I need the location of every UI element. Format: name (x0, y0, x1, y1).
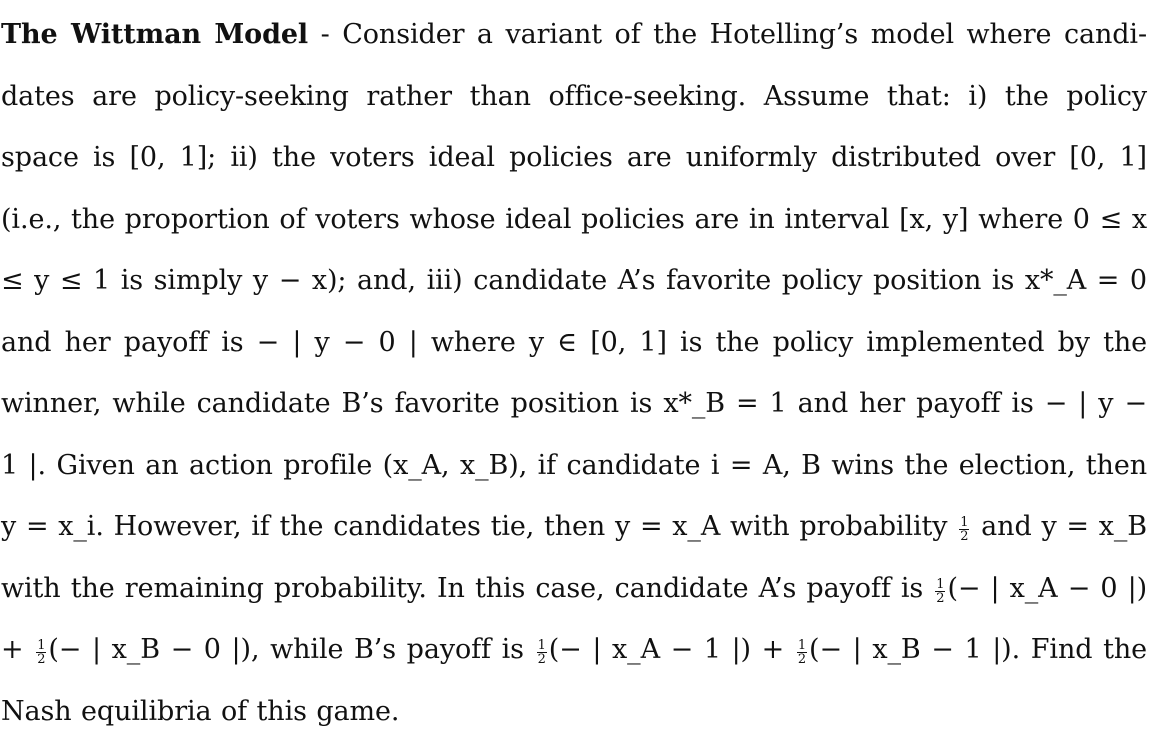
fraction-numerator: 1 (537, 638, 546, 654)
text-segment: (− | x_B − 1 |). Find the Nash equilibria of this game. (1, 634, 1147, 727)
fraction-one-half (537, 639, 547, 666)
text-segment: (− | x_B − 0 |), while B’s payoff is (48, 634, 535, 665)
text-segment: - Consider a variant of the Hotelling’s model where candi-dates are policy-seeking rather than office-seeking. Assume that: i) the policy space is [0, 1]; ii) the voters ideal policies are uniformly distributed over [0, 1] (i.e., the proportion of voters whose ideal policies are in interval [x, y] where 0 ≤ x ≤ y ≤ 1 is simply y − x); and, iii) candidate A’s favorite policy position is x*_A = 0 and her payoff is − | y − 0 | where y ∈ [0, 1] is the policy implemented by the winner, while candidate B’s favorite position is x*_B = 1 and her payoff is − | y − 1 |. Given an action profile (x_A, x_B), if candidate i = A, B wins the election, then y = x_i. However, if the candidates tie, then y = x_A with probability (1, 19, 1147, 542)
fraction-denominator: 2 (537, 652, 546, 668)
fraction-denominator: 2 (936, 590, 945, 606)
fraction-numerator: 1 (37, 638, 46, 654)
fraction-one-half (797, 639, 807, 666)
fraction-numerator: 1 (936, 576, 945, 592)
fraction-denominator: 2 (37, 652, 46, 668)
fraction-numerator: 1 (960, 515, 969, 531)
fraction-one-half (935, 578, 945, 605)
text-segment: and y = x_B with the remaining probability. In this case, candidate A’s payoff is (1, 511, 1147, 604)
fraction-one-half (36, 639, 46, 666)
problem-paragraph (1, 4, 1147, 742)
fraction-numerator: 1 (797, 638, 807, 654)
fraction-one-half (959, 516, 969, 543)
fraction-denominator: 2 (797, 652, 807, 668)
fraction-denominator: 2 (960, 529, 969, 545)
section-title: The Wittman Model (1, 19, 309, 50)
text-segment: (− | x_A − 0 |) + (1, 572, 1147, 665)
text-segment: (− | x_A − 1 |) + (548, 634, 795, 665)
